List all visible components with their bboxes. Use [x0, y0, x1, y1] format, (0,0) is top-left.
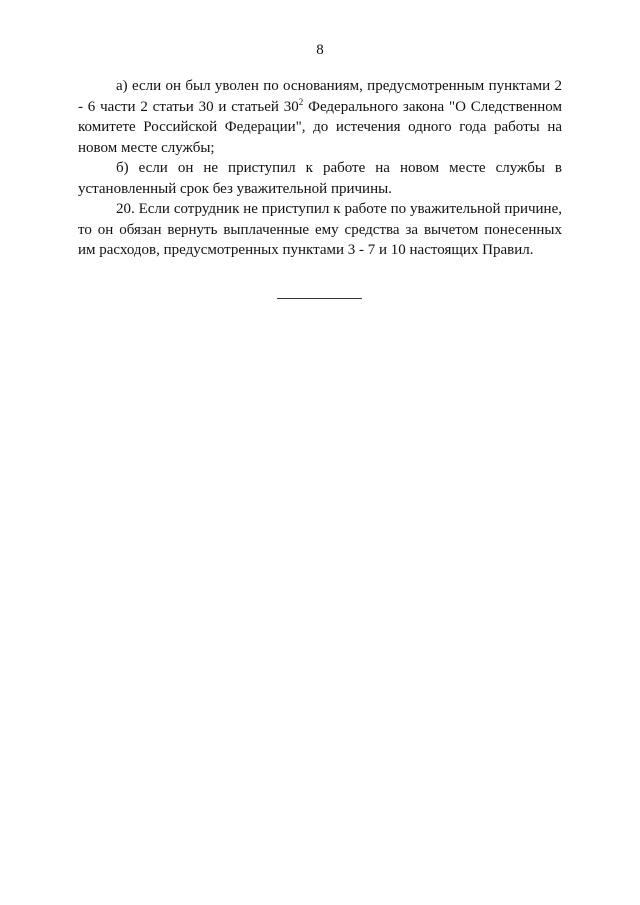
paragraph-a-text-start: а) если он был уволен по основаниям, предусмотренным пунктами 2 - 6 части 2 статьи 30 и статьей 30	[78, 78, 562, 115]
page-number: 8	[316, 42, 324, 58]
paragraph-20: 20. Если сотрудник не приступил к работе по уважительной причине, то он обязан вернуть выплаченные ему средства за вычетом понесенных им расходов, предусмотренных пунктами 3 - 7 и 10 настоящих Правил.	[78, 201, 562, 258]
document-body	[78, 76, 562, 261]
paragraph-a	[78, 76, 562, 158]
paragraph-b: б) если он не приступил к работе на новом месте службы в установленный срок без уважительной причины.	[78, 160, 562, 197]
paragraph-a-superscript: 2	[298, 96, 304, 107]
paragraph-a-text-end: Федерального закона "О Следственном комитете Российской Федерации", до истечения одного года работы на новом месте службы;	[78, 98, 562, 156]
end-divider-line	[277, 298, 362, 299]
